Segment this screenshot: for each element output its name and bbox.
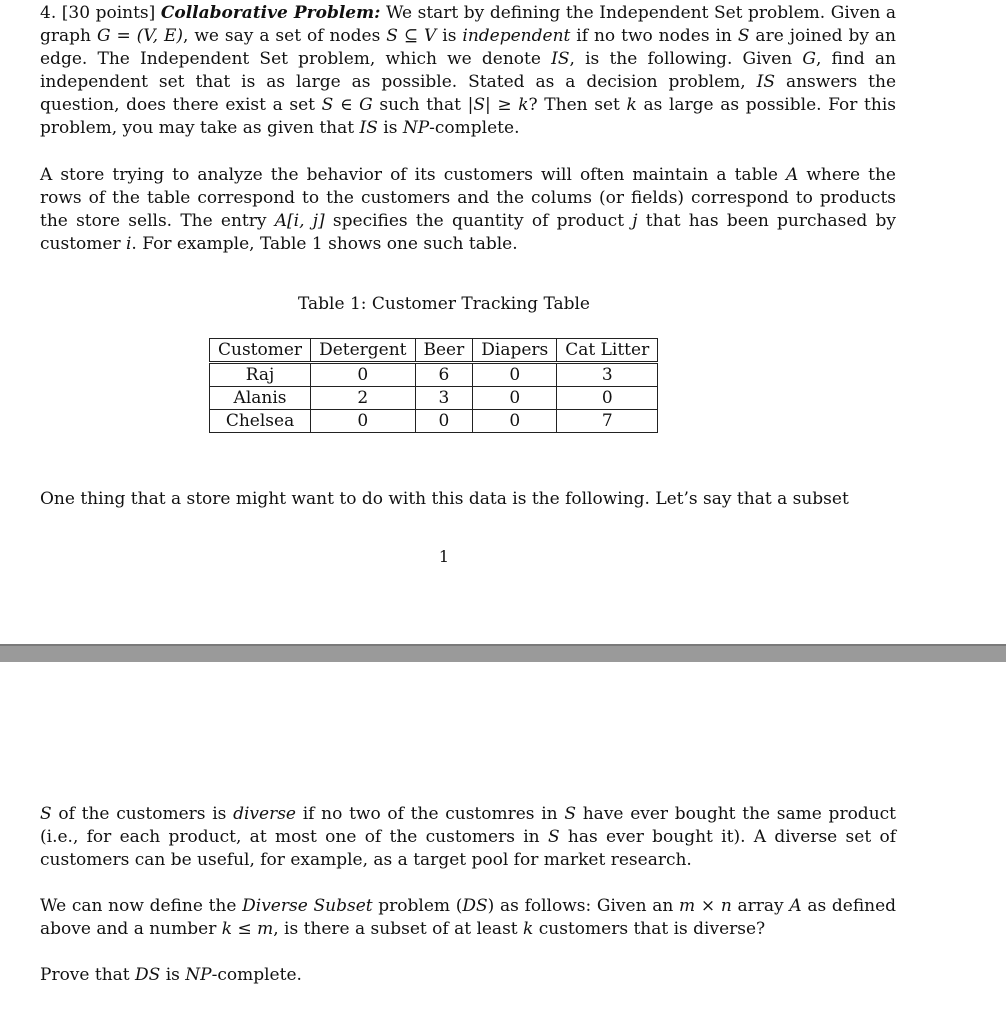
page-separator xyxy=(0,644,1006,662)
column-header: Customer xyxy=(210,339,311,363)
table-cell: 2 xyxy=(311,387,415,410)
diverse-definition: S of the customers is diverse if no two of the customres in S have ever bought the same product (i.e., for each product, at most one of the customers in S has ever bought it). A diverse set of customers can be useful, for example, as a target pool for market research. xyxy=(40,804,896,870)
problem-points: [30 points] xyxy=(61,3,156,23)
problem-title: Collaborative Problem: xyxy=(160,3,381,23)
table-cell: 7 xyxy=(557,410,658,433)
customer-tracking-table xyxy=(209,338,658,433)
table-cell: Raj xyxy=(210,363,311,387)
column-header: Beer xyxy=(415,339,473,363)
table-cell: 0 xyxy=(473,363,557,387)
table-cell: 0 xyxy=(415,410,473,433)
table-row xyxy=(210,410,658,433)
table-cell: 3 xyxy=(557,363,658,387)
column-header: Detergent xyxy=(311,339,415,363)
term-independent: independent xyxy=(462,26,571,46)
prove-statement: Prove that DS is NP-complete. xyxy=(40,965,302,985)
table-cell: 6 xyxy=(415,363,473,387)
page-2 xyxy=(0,662,1006,1024)
table-cell: 3 xyxy=(415,387,473,410)
term-diverse-subset: Diverse Subset xyxy=(242,896,373,916)
store-paragraph: A store trying to analyze the behavior of its customers will often maintain a table A where the rows of the table correspond to the customers and the colums (or fields) correspond to products the store sells. The entry A[i, j] specifies the quantity of product j that has been purchased by customer i. For example, Table 1 shows one such table. xyxy=(40,165,897,254)
table-cell: 0 xyxy=(557,387,658,410)
subset-intro: One thing that a store might want to do with this data is the following. Let’s say that a subset xyxy=(40,489,849,509)
column-header: Diapers xyxy=(473,339,557,363)
ds-definition: We can now define the Diverse Subset problem (DS) as follows: Given an m × n array A as defined above and a number k ≤ m, is there a subset of at least k customers that is diverse? xyxy=(40,896,897,939)
table-row xyxy=(210,387,658,410)
term-diverse: diverse xyxy=(233,804,296,824)
table-header-row xyxy=(210,339,658,363)
problem-number: 4. xyxy=(40,3,57,23)
problem-statement: 4. [30 points] Collaborative Problem: We start by defining the Independent Set problem. Given a graph G = (V, E), we say a set of nodes S ⊆ V is independent if no two nodes in S are joined by an edge. The Independent Set problem, which we denote IS, is the following. Given G, find an independent set that is as large as possible. Stated as a decision problem, IS answers the question, does there exist a set S ∈ G such that |S| ≥ k? Then set k as large as possible. For this problem, you may take as given that IS is NP-complete. xyxy=(40,3,897,138)
table-cell: 0 xyxy=(311,410,415,433)
table-row xyxy=(210,363,658,387)
table-cell: 0 xyxy=(473,387,557,410)
page-number: 1 xyxy=(438,547,450,566)
table-caption: Table 1: Customer Tracking Table xyxy=(298,294,590,314)
column-header: Cat Litter xyxy=(557,339,658,363)
table-cell: Alanis xyxy=(210,387,311,410)
table-cell: Chelsea xyxy=(210,410,311,433)
table-cell: 0 xyxy=(311,363,415,387)
table-cell: 0 xyxy=(473,410,557,433)
